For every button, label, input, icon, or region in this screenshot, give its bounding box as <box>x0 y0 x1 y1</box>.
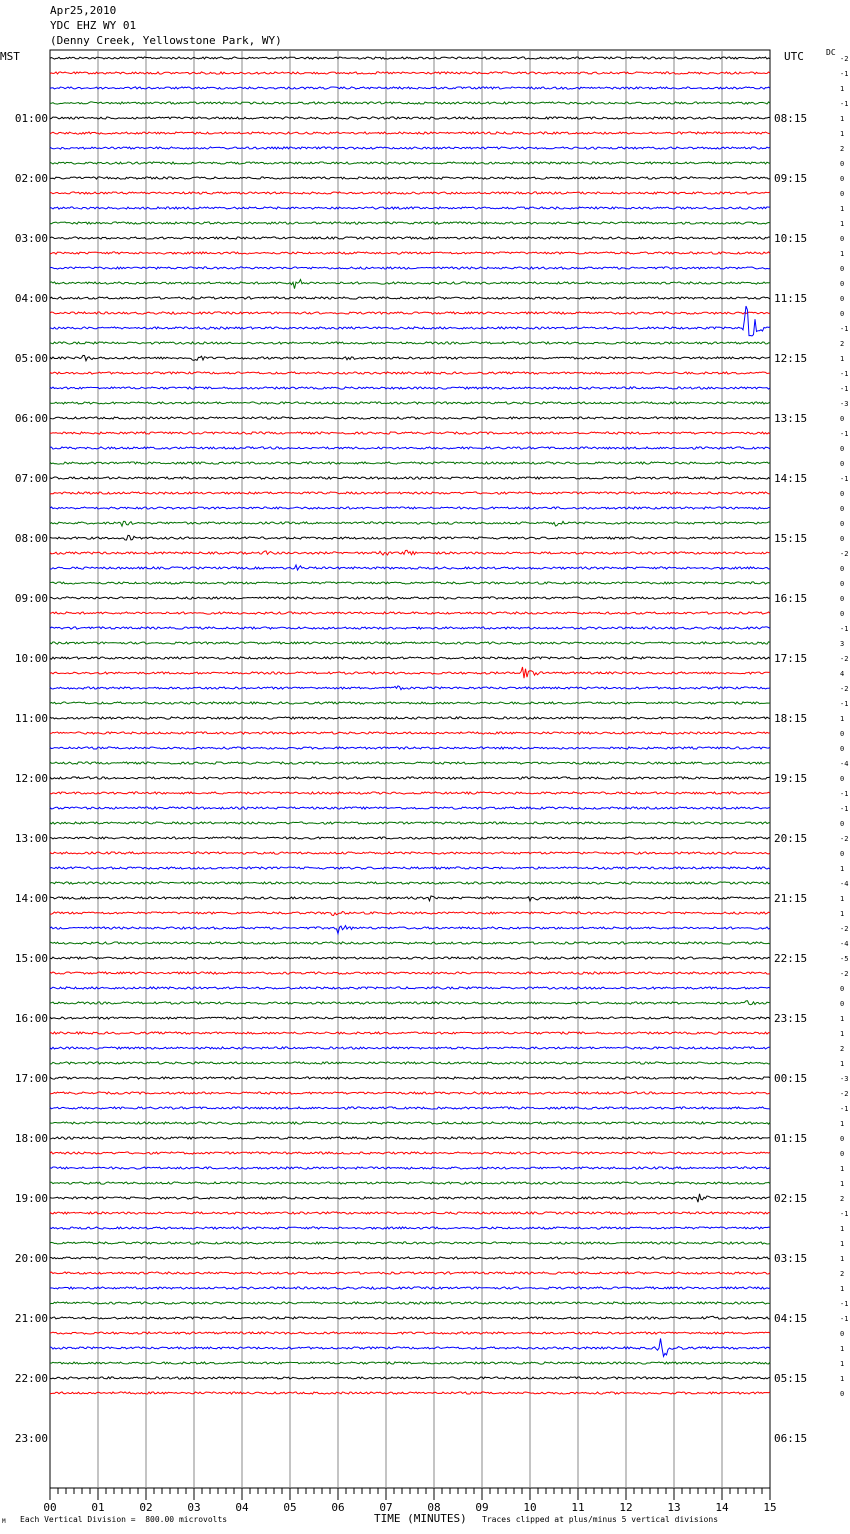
trace-line <box>50 1047 770 1049</box>
dc-offset-label: 1 <box>840 1375 845 1383</box>
right-hour-label: 09:15 <box>774 172 808 185</box>
trace-line <box>50 1107 770 1109</box>
left-hour-label: 19:00 <box>14 1192 48 1205</box>
dc-offset-label: 0 <box>840 1135 845 1143</box>
dc-offset-label: 0 <box>840 310 845 318</box>
trace-line <box>50 162 770 164</box>
dc-offset-label: 0 <box>840 415 845 423</box>
left-hour-label: 17:00 <box>14 1072 48 1085</box>
trace-line <box>50 252 770 254</box>
dc-offset-label: 1 <box>840 1015 845 1023</box>
trace-line <box>50 807 770 809</box>
dc-offset-label: -4 <box>840 760 849 768</box>
x-tick-label: 02 <box>139 1501 153 1514</box>
x-tick-label: 11 <box>571 1501 585 1514</box>
trace-line <box>50 57 770 59</box>
dc-offset-label: 0 <box>840 730 845 738</box>
right-hour-label: 11:15 <box>774 292 808 305</box>
trace-line <box>50 1332 770 1334</box>
trace-line <box>50 837 770 839</box>
dc-offset-label: 1 <box>840 1180 845 1188</box>
dc-offset-label: 1 <box>840 1285 845 1293</box>
right-hour-label: 15:15 <box>774 532 808 545</box>
trace-line <box>50 1152 770 1154</box>
right-hour-label: 13:15 <box>774 412 808 425</box>
x-tick-label: 13 <box>667 1501 681 1514</box>
left-hour-label: 05:00 <box>14 352 48 365</box>
dc-offset-label: 1 <box>840 1030 845 1038</box>
trace-line <box>50 582 770 584</box>
trace-line <box>50 867 770 869</box>
left-hour-label: 16:00 <box>14 1012 48 1025</box>
dc-offset-label: -4 <box>840 940 849 948</box>
left-hour-label: 02:00 <box>14 172 48 185</box>
left-hour-label: 11:00 <box>14 712 48 725</box>
dc-offset-label: 1 <box>840 1240 845 1248</box>
dc-offset-label: 1 <box>840 1060 845 1068</box>
trace-line <box>50 1362 770 1364</box>
left-hour-label: 22:00 <box>14 1372 48 1385</box>
left-hour-label: 14:00 <box>14 892 48 905</box>
dc-offset-label: 0 <box>840 565 845 573</box>
header-station: YDC EHZ WY 01 <box>50 19 137 32</box>
dc-offset-label: 0 <box>840 985 845 993</box>
dc-offset-label: 1 <box>840 250 845 258</box>
dc-offset-label: 0 <box>840 460 845 468</box>
right-hour-label: 23:15 <box>774 1012 808 1025</box>
right-hour-label: 18:15 <box>774 712 808 725</box>
right-hour-label: 01:15 <box>774 1132 808 1145</box>
dc-offset-label: -1 <box>840 805 849 813</box>
dc-offset-label: -3 <box>840 1075 849 1083</box>
dc-offset-label: -1 <box>840 475 849 483</box>
footer-clip-note: Traces clipped at plus/minus 5 vertical divisions <box>482 1515 719 1524</box>
dc-offset-label: -1 <box>840 1210 849 1218</box>
trace-line <box>50 417 770 419</box>
dc-offset-label: 0 <box>840 1000 845 1008</box>
left-hour-label: 01:00 <box>14 112 48 125</box>
trace-line <box>50 1287 770 1289</box>
trace-line <box>50 207 770 209</box>
dc-offset-label: 0 <box>840 580 845 588</box>
trace-line <box>50 1077 770 1079</box>
trace-line <box>50 612 770 614</box>
dc-offset-label: -1 <box>840 625 849 633</box>
trace-line <box>50 1392 770 1394</box>
header-date: Apr25,2010 <box>50 4 117 17</box>
left-hour-label: 18:00 <box>14 1132 48 1145</box>
right-hour-label: 16:15 <box>774 592 808 605</box>
dc-offset-label: -1 <box>840 100 849 108</box>
trace-line <box>50 1062 770 1064</box>
trace-line <box>50 1212 770 1214</box>
dc-offset-label: 1 <box>840 205 845 213</box>
trace-line <box>50 926 770 934</box>
dc-offset-label: -3 <box>840 400 849 408</box>
trace-line <box>50 87 770 89</box>
trace-line <box>50 1227 770 1229</box>
trace-line <box>50 222 770 224</box>
dc-offset-label: 1 <box>840 220 845 228</box>
dc-label: DC <box>826 48 836 57</box>
trace-line <box>50 535 770 540</box>
dc-offset-label: 1 <box>840 1360 845 1368</box>
trace-line <box>50 1032 770 1034</box>
dc-offset-label: 3 <box>840 640 845 648</box>
trace-line <box>50 312 770 314</box>
dc-offset-label: -1 <box>840 325 849 333</box>
left-hour-label: 15:00 <box>14 952 48 965</box>
dc-offset-label: 0 <box>840 775 845 783</box>
trace-line <box>50 762 770 764</box>
dc-offset-label: -2 <box>840 550 849 558</box>
header-location: (Denny Creek, Yellowstone Park, WY) <box>50 34 282 47</box>
dc-offset-label: 1 <box>840 1225 845 1233</box>
dc-offset-label: 2 <box>840 340 845 348</box>
x-tick-label: 09 <box>475 1501 489 1514</box>
trace-line <box>50 492 770 494</box>
dc-offset-label: 2 <box>840 1270 845 1278</box>
trace-line <box>50 102 770 104</box>
trace-line <box>50 627 770 629</box>
trace-line <box>50 852 770 854</box>
left-hour-label: 07:00 <box>14 472 48 485</box>
trace-line <box>50 1272 770 1274</box>
dc-offset-label: 0 <box>840 595 845 603</box>
left-hour-label: 13:00 <box>14 832 48 845</box>
footer-mark: M <box>2 1518 6 1525</box>
trace-line <box>50 1302 770 1304</box>
right-hour-label: 19:15 <box>774 772 808 785</box>
trace-line <box>50 912 770 916</box>
trace-line <box>50 1017 770 1019</box>
trace-line <box>50 507 770 509</box>
dc-offset-label: -2 <box>840 55 849 63</box>
dc-offset-label: 0 <box>840 1150 845 1158</box>
dc-offset-label: -2 <box>840 835 849 843</box>
dc-offset-label: 0 <box>840 295 845 303</box>
right-hour-label: 20:15 <box>774 832 808 845</box>
dc-offset-label: 1 <box>840 715 845 723</box>
trace-line <box>50 550 770 555</box>
left-hour-label: 09:00 <box>14 592 48 605</box>
dc-offset-label: 1 <box>840 355 845 363</box>
trace-line <box>50 1167 770 1169</box>
trace-line <box>50 882 770 884</box>
dc-offset-label: -1 <box>840 1105 849 1113</box>
trace-line <box>50 267 770 269</box>
trace-line <box>50 462 770 464</box>
dc-offset-label: 0 <box>840 520 845 528</box>
right-hour-label: 14:15 <box>774 472 808 485</box>
dc-offset-label: 1 <box>840 1165 845 1173</box>
trace-line <box>50 477 770 479</box>
trace-line <box>50 657 770 659</box>
trace-line <box>50 387 770 389</box>
trace-line <box>50 597 770 599</box>
trace-line <box>50 642 770 644</box>
dc-offset-label: 0 <box>840 265 845 273</box>
trace-line <box>50 896 770 901</box>
left-hour-label: 08:00 <box>14 532 48 545</box>
x-tick-label: 15 <box>763 1501 777 1514</box>
trace-line <box>50 306 770 336</box>
dc-offset-label: -1 <box>840 790 849 798</box>
dc-offset-label: 0 <box>840 745 845 753</box>
right-hour-label: 08:15 <box>774 112 808 125</box>
x-tick-label: 06 <box>331 1501 345 1514</box>
dc-offset-label: -2 <box>840 970 849 978</box>
dc-offset-label: 0 <box>840 175 845 183</box>
trace-line <box>50 402 770 404</box>
footer-scale: Each Vertical Division = 800.00 microvolts <box>20 1515 228 1524</box>
trace-line <box>50 987 770 989</box>
dc-offset-label: -2 <box>840 685 849 693</box>
left-timezone-label: MST <box>0 50 20 63</box>
dc-offset-label: -1 <box>840 1300 849 1308</box>
trace-line <box>50 747 770 749</box>
trace-line <box>50 72 770 74</box>
dc-offset-label: 2 <box>840 1045 845 1053</box>
x-tick-label: 01 <box>91 1501 105 1514</box>
right-hour-label: 03:15 <box>774 1252 808 1265</box>
trace-line <box>50 132 770 134</box>
trace-line <box>50 732 770 734</box>
x-axis-label: TIME (MINUTES) <box>374 1512 467 1525</box>
dc-offset-label: 0 <box>840 1390 845 1398</box>
trace-line <box>50 1194 770 1202</box>
x-tick-label: 05 <box>283 1501 297 1514</box>
right-hour-label: 04:15 <box>774 1312 808 1325</box>
trace-line <box>50 355 770 360</box>
dc-offset-label: 2 <box>840 1195 845 1203</box>
trace-line <box>50 1122 770 1124</box>
trace-line <box>50 565 770 570</box>
x-tick-label: 07 <box>379 1501 393 1514</box>
dc-offset-label: 4 <box>840 670 845 678</box>
dc-offset-label: 0 <box>840 445 845 453</box>
dc-offset-label: 0 <box>840 1330 845 1338</box>
dc-offset-label: -1 <box>840 1315 849 1323</box>
right-hour-label: 00:15 <box>774 1072 808 1085</box>
right-hour-label: 21:15 <box>774 892 808 905</box>
dc-offset-label: 0 <box>840 850 845 858</box>
trace-line <box>50 447 770 449</box>
trace-line <box>50 822 770 824</box>
dc-offset-label: 1 <box>840 85 845 93</box>
trace-line <box>50 686 770 690</box>
trace-line <box>50 177 770 179</box>
right-timezone-label: UTC <box>784 50 804 63</box>
trace-line <box>50 717 770 719</box>
right-hour-label: 10:15 <box>774 232 808 245</box>
left-hour-label: 20:00 <box>14 1252 48 1265</box>
dc-offset-label: 1 <box>840 1255 845 1263</box>
x-tick-label: 00 <box>43 1501 57 1514</box>
trace-line <box>50 957 770 959</box>
dc-offset-label: 0 <box>840 535 845 543</box>
right-hour-label: 17:15 <box>774 652 808 665</box>
trace-line <box>50 297 770 299</box>
dc-offset-label: 0 <box>840 505 845 513</box>
right-hour-label: 05:15 <box>774 1372 808 1385</box>
trace-line <box>50 280 770 289</box>
left-hour-label: 21:00 <box>14 1312 48 1325</box>
dc-offset-label: -5 <box>840 955 849 963</box>
trace-line <box>50 372 770 374</box>
dc-offset-label: -2 <box>840 1090 849 1098</box>
dc-offset-label: 1 <box>840 865 845 873</box>
trace-line <box>50 342 770 344</box>
trace-line <box>50 1339 770 1357</box>
x-tick-label: 12 <box>619 1501 633 1514</box>
dc-offset-label: 1 <box>840 1120 845 1128</box>
trace-line <box>50 432 770 434</box>
dc-offset-label: 1 <box>840 895 845 903</box>
dc-offset-label: -1 <box>840 70 849 78</box>
dc-offset-label: 0 <box>840 820 845 828</box>
dc-offset-label: 1 <box>840 115 845 123</box>
trace-line <box>50 702 770 704</box>
right-hour-label: 02:15 <box>774 1192 808 1205</box>
trace-line <box>50 942 770 944</box>
dc-offset-label: 0 <box>840 235 845 243</box>
dc-offset-label: -1 <box>840 430 849 438</box>
trace-line <box>50 237 770 239</box>
trace-line <box>50 792 770 794</box>
trace-line <box>50 192 770 194</box>
trace-line <box>50 1316 770 1319</box>
trace-line <box>50 1137 770 1139</box>
dc-offset-label: -4 <box>840 880 849 888</box>
left-hour-label: 10:00 <box>14 652 48 665</box>
x-tick-label: 10 <box>523 1501 537 1514</box>
dc-offset-label: 0 <box>840 280 845 288</box>
trace-line <box>50 777 770 779</box>
left-hour-label: 12:00 <box>14 772 48 785</box>
right-hour-label: 12:15 <box>774 352 808 365</box>
dc-offset-label: 1 <box>840 1345 845 1353</box>
dc-offset-label: 0 <box>840 160 845 168</box>
dc-offset-label: -2 <box>840 655 849 663</box>
trace-line <box>50 1242 770 1244</box>
dc-offset-label: 2 <box>840 145 845 153</box>
trace-line <box>50 667 770 678</box>
dc-offset-label: -2 <box>840 925 849 933</box>
trace-line <box>50 521 770 526</box>
x-tick-label: 03 <box>187 1501 201 1514</box>
x-tick-label: 08 <box>427 1501 441 1514</box>
dc-offset-label: -1 <box>840 385 849 393</box>
dc-offset-label: 0 <box>840 190 845 198</box>
trace-line <box>50 117 770 119</box>
dc-offset-label: 0 <box>840 610 845 618</box>
trace-line <box>50 972 770 974</box>
left-hour-label: 03:00 <box>14 232 48 245</box>
dc-offset-label: -1 <box>840 700 849 708</box>
dc-offset-label: 1 <box>840 130 845 138</box>
dc-offset-label: 0 <box>840 490 845 498</box>
x-tick-label: 04 <box>235 1501 249 1514</box>
trace-line <box>50 147 770 149</box>
right-hour-label: 06:15 <box>774 1432 808 1445</box>
left-hour-label: 23:00 <box>14 1432 48 1445</box>
right-hour-label: 22:15 <box>774 952 808 965</box>
left-hour-label: 04:00 <box>14 292 48 305</box>
dc-offset-label: -1 <box>840 370 849 378</box>
trace-line <box>50 1377 770 1379</box>
x-tick-label: 14 <box>715 1501 729 1514</box>
dc-offset-label: 1 <box>840 910 845 918</box>
trace-line <box>50 1182 770 1184</box>
trace-line <box>50 1092 770 1094</box>
left-hour-label: 06:00 <box>14 412 48 425</box>
trace-line <box>50 1001 770 1005</box>
trace-line <box>50 1257 770 1259</box>
